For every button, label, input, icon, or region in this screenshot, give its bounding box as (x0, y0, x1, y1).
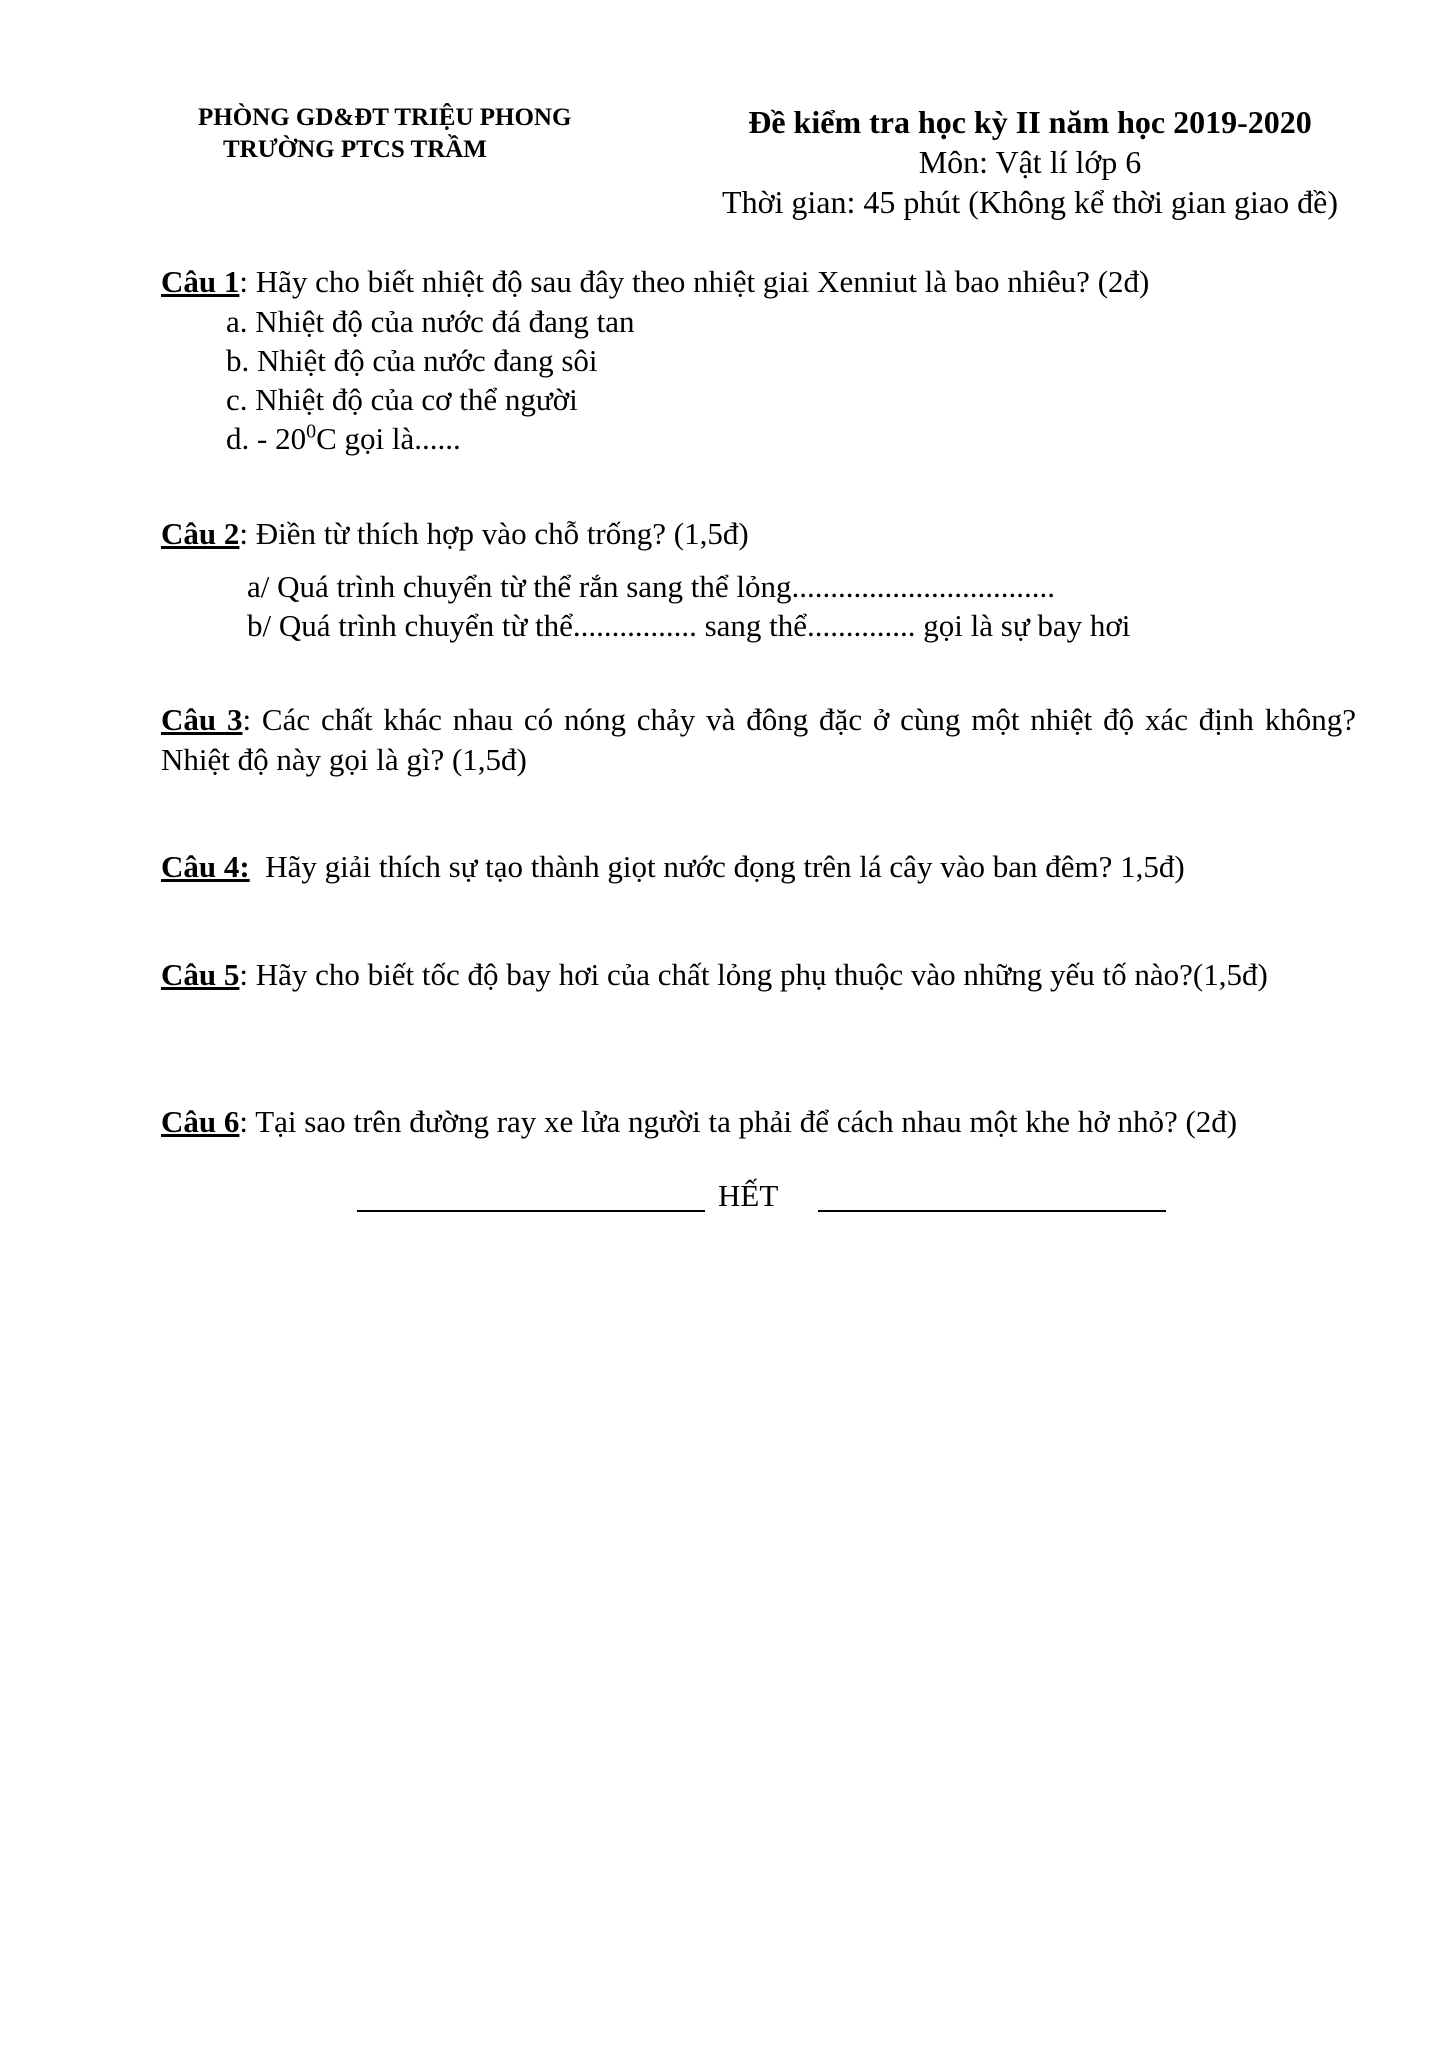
end-rule-right (818, 1210, 1166, 1212)
end-word: HẾT (718, 1178, 779, 1213)
exam-time: Thời gian: 45 phút (Không kể thời gian giao đề) (722, 184, 1338, 220)
question-text: : Tại sao trên đường ray xe lửa người ta phải để cách nhau một khe hở nhỏ? (2đ) (239, 1104, 1238, 1139)
question-text: : Các chất khác nhau có nóng chảy và đông đặc ở cùng một nhiệt độ xác định không? Nhiệt độ này gọi là gì? (1,5đ) (161, 702, 1356, 777)
question-5 (161, 955, 1356, 995)
question-label: Câu 3 (161, 702, 243, 737)
question-label: Câu 4: (161, 849, 250, 884)
question-text: Hãy giải thích sự tạo thành giọt nước đọng trên lá cây vào ban đêm? 1,5đ) (249, 849, 1185, 884)
question-2-item-a: a/ Quá trình chuyển từ thể rắn sang thể lỏng.................................. (247, 569, 1056, 604)
question-text: : Hãy cho biết nhiệt độ sau đây theo nhiệt giai Xenniut là bao nhiêu? (2đ) (239, 264, 1150, 299)
question-2 (161, 514, 1356, 554)
school-name: TRƯỜNG PTCS TRẦM (223, 136, 487, 163)
question-label: Câu 5 (161, 957, 240, 992)
question-label: Câu 6 (161, 1104, 240, 1139)
question-label: Câu 2 (161, 516, 240, 551)
question-1-option-a: a. Nhiệt độ của nước đá đang tan (226, 304, 635, 339)
question-1-option-b: b. Nhiệt độ của nước đang sôi (226, 343, 598, 378)
exam-subject: Môn: Vật lí lớp 6 (918, 144, 1142, 180)
exam-header (690, 102, 1370, 222)
school-header (198, 102, 618, 166)
question-1-option-d (226, 419, 461, 459)
question-1-option-c: c. Nhiệt độ của cơ thể người (226, 382, 578, 417)
question-text: : Điền từ thích hợp vào chỗ trống? (1,5đ) (239, 516, 749, 551)
end-rule-left (357, 1210, 705, 1212)
question-1 (161, 262, 1356, 302)
question-text: : Hãy cho biết tốc độ bay hơi của chất lỏng phụ thuộc vào những yếu tố nào?(1,5đ) (239, 957, 1268, 992)
question-6 (161, 1102, 1356, 1142)
degree-superscript: 0 (306, 420, 317, 443)
exam-title: Đề kiểm tra học kỳ II năm học 2019-2020 (748, 104, 1312, 140)
question-3 (161, 700, 1356, 780)
question-2-item-b: b/ Quá trình chuyển từ thể................ sang thể.............. gọi là sự bay hơi (247, 608, 1131, 643)
question-label: Câu 1 (161, 264, 240, 299)
option-d-suffix: C gọi là...... (316, 421, 461, 456)
option-d-prefix: d. - 20 (226, 421, 307, 456)
end-marker (0, 1176, 1447, 1216)
question-4 (161, 847, 1356, 887)
department-name: PHÒNG GD&ĐT TRIỆU PHONG (198, 104, 572, 131)
